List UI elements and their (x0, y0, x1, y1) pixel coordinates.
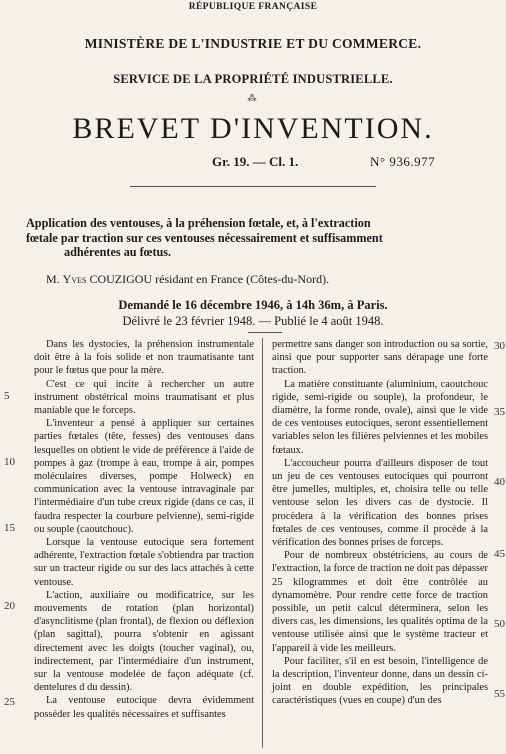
service-heading: SERVICE DE LA PROPRIÉTÉ INDUSTRIELLE. (113, 72, 393, 86)
invention-title-line: adhérentes au fœtus. (64, 245, 172, 259)
paragraph: permettre sans danger son introduction ou sa sortie, ainsi que pour supporter sans dérapage une forte traction. (272, 339, 488, 377)
line-number: 20 (4, 600, 15, 612)
line-number: 35 (494, 406, 505, 418)
line-number: 30 (494, 340, 505, 352)
line-number: 10 (4, 456, 15, 468)
paragraph: La matière constituante (aluminium, caoutchouc rigide, semi-rigide ou souple), la profondeur, le diamètre, la forme ronde, ovale), ainsi que le vide de ces ventouses eutociques, seront essentiellement variables selon les filières pelviennes et les mobiles fœtaux. (272, 378, 488, 456)
date-rule (248, 332, 282, 333)
line-number: 15 (4, 522, 15, 534)
filing-date: Demandé le 16 décembre 1946, à 14h 36m, à Paris. (118, 298, 388, 312)
republic-heading: RÉPUBLIQUE FRANÇAISE (188, 2, 318, 12)
paragraph: La ventouse eutocique devra évidemment posséder les qualités nécessaires et suffisantes (34, 695, 254, 720)
classification-row (0, 154, 506, 172)
issue-publication-date: Délivré le 23 février 1948. — Publié le 4 août 1948. (122, 314, 384, 328)
inventor-name: Yves COUZIGOU (62, 272, 153, 286)
paragraph: L'action, auxiliaire ou modificatrice, sur les mouvements de rotation (plan horizontal) d'asynclitisme (plan frontal), de flexion ou déflexion (plan sagittal), pourra s'obtenir en agissant directement avec les doigts (toucher vaginal), ou, indirectement, par l'intermédiaire d'un instrument, sur la ventouse modelée de façon adéquate (cf. dentelures d du dessin). (34, 589, 254, 694)
right-column (272, 338, 488, 708)
paragraph: L'accoucheur pourra d'ailleurs disposer de tout un jeu de ces ventouses eutociques qui pourront être jumelles, multiples, et, choisira telle ou telle ventouse selon les divers cas de dystocie. Il procèdera à la vérification des bonnes prises fœtales de ces ventouses, comme il procède à la vérification des bonnes prises de forceps. (272, 457, 488, 549)
ornament-divider: ⁂ (247, 93, 259, 103)
paragraph: Pour faciliter, s'il en est besoin, l'intelligence de la description, l'inventeur donne, dans un dessin ci-joint en double expédition, les principales caractéristiques (vues en coupe) d'un des (272, 655, 488, 707)
paragraph: C'est ce qui incite à rechercher un autre instrument obstétrical moins traumatisant et plus maniable que le forceps. (34, 378, 254, 417)
line-number: 25 (4, 696, 15, 708)
inventor-line (46, 272, 329, 287)
header-rule (130, 186, 376, 187)
paragraph: Dans les dystocies, la préhension instrumentale doit être à la fois solide et non traumatisante tant pour le fœtus que pour la mère. (34, 339, 254, 377)
document-title: BREVET D'INVENTION. (72, 112, 434, 145)
paragraph: L'inventeur a pensé à appliquer sur certaines parties fœtales (tête, fesses) des ventouses dans lesquelles on obtient le vide de préférence à l'aide de pompes à gaz (trompe à eau, trompe à air, pompes moléculaires diverses, pompe Holweck) en communication avec la ventouse intravaginale par l'intermédiaire d'un tube creux rigide (dans ce cas, il faudra respecter la courbure pelvienne), semi-rigide ou souple (caoutchouc). (34, 418, 254, 535)
line-number: 50 (494, 618, 505, 630)
line-number: 55 (494, 688, 505, 700)
left-column (34, 338, 254, 721)
ministry-heading: MINISTÈRE DE L'INDUSTRIE ET DU COMMERCE. (84, 36, 422, 51)
group-class: Gr. 19. — Cl. 1. (212, 154, 299, 169)
inventor-prefix: M. (46, 272, 63, 286)
inventor-residence: résidant en France (Côtes-du-Nord). (152, 272, 330, 286)
invention-title-line: fœtale par traction sur ces ventouses nécessairement et suffisamment (26, 230, 383, 245)
paragraph: Lorsque la ventouse eutocique sera fortement adhérente, l'extraction fœtale s'obtiendra par traction sur un tracteur rigide ou sur des lacs attachés à cette ventouse. (34, 537, 254, 588)
column-divider (262, 338, 263, 748)
paragraph: Pour de nombreux obstétriciens, au cours de l'extraction, la force de traction ne doit pas dépasser 25 kilogrammes et doit être contrôlée au dynamomètre. Pour rendre cette force de traction possible, un petit calcul déterminera, selon les divers cas, les dimensions, les qualités optima de la ventouse utilisée ainsi que le système tracteur et l'appareil à vide les meilleurs. (272, 550, 488, 654)
invention-title (26, 216, 496, 260)
line-number: 40 (494, 476, 505, 488)
line-number: 45 (494, 548, 505, 560)
patent-number: N° 936.977 (370, 154, 436, 169)
invention-title-line: Application des ventouses, à la préhension fœtale, et, à l'extraction (26, 216, 371, 230)
line-number: 5 (4, 390, 10, 402)
